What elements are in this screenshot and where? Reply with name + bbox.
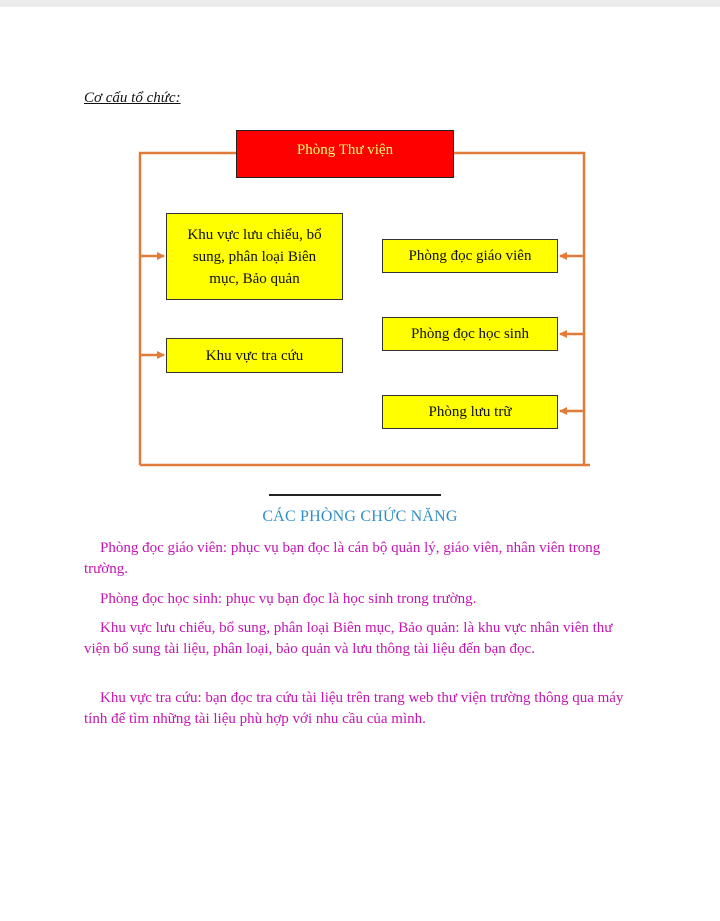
box-lookup-area: Khu vực tra cứu <box>166 338 343 373</box>
paragraph-lookup-area: Khu vực tra cứu: bạn đọc tra cứu tài liệu trên trang web thư viện trường thông qua máy tính để tìm những tài liệu phù hợp với nhu cầu của mình. <box>84 690 624 727</box>
root-box-library: Phòng Thư viện <box>236 130 454 178</box>
box-archive-room: Phòng lưu trữ <box>382 395 558 429</box>
section-divider <box>269 494 441 496</box>
paragraph-storage-area: Khu vực lưu chiểu, bổ sung, phân loại Biên mục, Bảo quản: là khu vực nhân viên thư viện bổ sung tài liệu, phân loại, bảo quản và lưu thông tài liệu đến bạn đọc. <box>84 620 613 657</box>
section-title: CÁC PHÒNG CHỨC NĂNG <box>262 508 458 525</box>
page-heading: Cơ cấu tổ chức: <box>84 90 181 106</box>
box-storage-area: Khu vực lưu chiểu, bổ sung, phân loại Biên mục, Bảo quản <box>166 213 343 300</box>
box-teacher-reading-room: Phòng đọc giáo viên <box>382 239 558 273</box>
paragraph-teacher-room: Phòng đọc giáo viên: phục vụ bạn đọc là cán bộ quản lý, giáo viên, nhân viên trong trường. <box>84 540 601 577</box>
connector-frame-left <box>140 153 236 465</box>
paragraph-student-room: Phòng đọc học sinh: phục vụ bạn đọc là học sinh trong trường. <box>100 591 477 607</box>
box-student-reading-room: Phòng đọc học sinh <box>382 317 558 351</box>
